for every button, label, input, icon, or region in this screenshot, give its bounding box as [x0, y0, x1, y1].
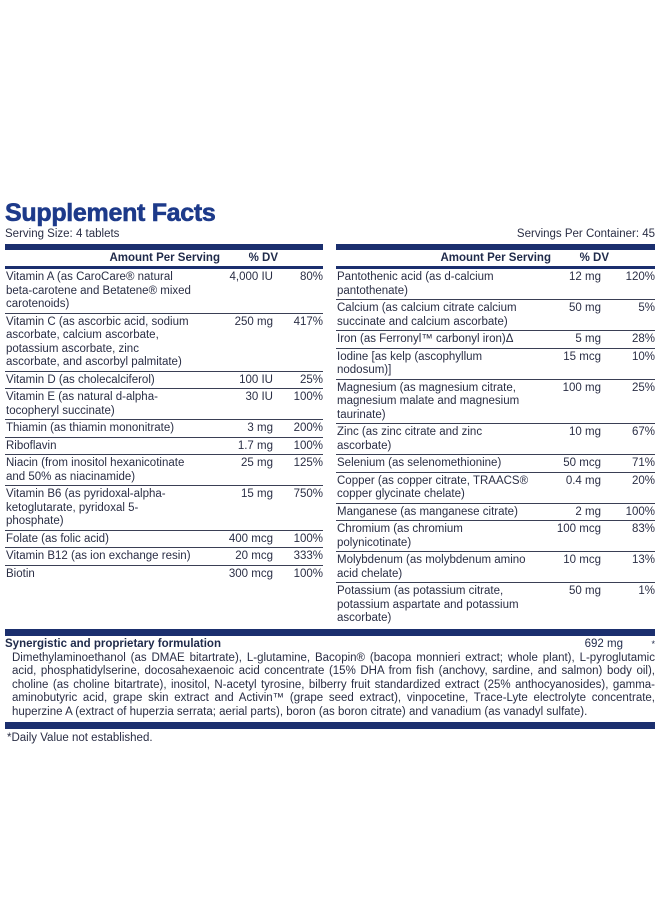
nutrient-amount: 100 mg — [562, 381, 601, 394]
amount-header: Amount Per Serving — [109, 252, 220, 264]
divider-bar — [5, 722, 655, 729]
nutrient-dv: 200% — [293, 422, 323, 434]
nutrient-dv: 125% — [293, 457, 323, 469]
nutrient-dv: 71% — [631, 457, 655, 469]
nutrient-amount: 400 mcg — [228, 532, 273, 545]
nutrient-amount: 15 mg — [241, 488, 273, 500]
nutrient-amount: 50 mg — [569, 302, 601, 314]
nutrient-dv: 100% — [625, 505, 655, 518]
dv-header: % DV — [579, 252, 609, 264]
nutrient-amount: 10 mcg — [563, 554, 601, 566]
nutrient-dv: 100% — [293, 532, 323, 545]
nutrient-name: Riboflavin — [6, 439, 57, 452]
nutrient-dv: 25% — [299, 373, 323, 386]
nutrient-row — [336, 380, 655, 425]
serving-info — [5, 227, 655, 241]
nutrient-dv: 20% — [631, 474, 655, 487]
nutrient-dv: 5% — [638, 302, 655, 314]
nutrient-amount: 30 IU — [245, 391, 273, 403]
nutrient-row — [5, 438, 323, 456]
nutrient-amount: 50 mcg — [563, 457, 601, 469]
nutrient-amount: 10 mg — [569, 426, 601, 438]
nutrient-name: Iodine [as kelp (ascophyllum nodosum)] — [337, 350, 483, 376]
nutrient-name: Calcium (as calcium citrate calcium succinate and calcium ascorbate) — [337, 302, 517, 328]
nutrient-dv: 120% — [625, 271, 655, 283]
nutrient-row — [336, 583, 655, 627]
right-table-body — [336, 269, 655, 627]
nutrient-name: Folate (as folic acid) — [6, 532, 109, 545]
nutrient-row — [336, 504, 655, 522]
nutrient-name: Niacin (from inositol hexanicotinate and 50% as niacinamide) — [6, 457, 185, 483]
nutrient-amount: 100 IU — [239, 373, 273, 386]
nutrient-name: Manganese (as manganese citrate) — [337, 505, 518, 518]
nutrient-amount: 1.7 mg — [237, 439, 273, 452]
nutrient-dv: 28% — [631, 333, 655, 345]
nutrient-amount: 3 mg — [247, 422, 273, 434]
nutrient-row — [5, 314, 323, 372]
nutrient-name: Selenium (as selenomethionine) — [337, 457, 502, 469]
amount-header: Amount Per Serving — [440, 252, 551, 264]
proprietary-dv: * — [651, 638, 655, 649]
nutrient-dv: 13% — [631, 554, 655, 566]
nutrient-name: Vitamin A (as CaroCare® natural beta-carotene and Betatene® mixed carotenoids) — [6, 271, 191, 310]
nutrient-amount: 5 mg — [575, 333, 601, 345]
nutrient-dv: 83% — [631, 523, 655, 535]
nutrient-row — [5, 389, 323, 420]
servings-per-container: Servings Per Container: 45 — [516, 228, 655, 240]
nutrient-dv: 100% — [293, 567, 323, 580]
nutrient-row — [336, 552, 655, 583]
nutrient-name: Vitamin B12 (as ion exchange resin) — [6, 550, 191, 562]
nutrient-amount: 0.4 mg — [565, 474, 601, 487]
divider-bar — [5, 629, 655, 636]
panel-title: Supplement Facts — [5, 199, 216, 227]
nutrient-row — [5, 420, 323, 438]
nutrient-name: Chromium (as chromium polynicotinate) — [337, 523, 463, 549]
proprietary-name: Synergistic and proprietary formulation — [5, 637, 221, 650]
nutrient-amount: 300 mcg — [228, 567, 273, 580]
nutrient-dv: 1% — [638, 585, 655, 597]
nutrient-amount: 250 mg — [234, 315, 273, 328]
nutrient-dv: 333% — [293, 550, 323, 562]
nutrient-dv: 417% — [293, 315, 323, 328]
dv-header: % DV — [248, 252, 278, 264]
nutrient-name: Potassium (as potassium citrate, potassium aspartate and potassium ascorbate) — [337, 585, 519, 624]
nutrient-dv: 750% — [293, 488, 323, 500]
nutrient-name: Thiamin (as thiamin mononitrate) — [6, 422, 175, 434]
nutrient-dv: 80% — [299, 271, 323, 283]
nutrient-name: Vitamin C (as ascorbic acid, sodium ascorbate, calcium ascorbate, potassium ascorbate, zinc ascorbate, and ascorbyl palmitate) — [6, 315, 189, 368]
nutrient-name: Zinc (as zinc citrate and zinc ascorbate) — [337, 426, 483, 452]
nutrient-amount: 4,000 IU — [229, 271, 273, 283]
table-header — [336, 250, 655, 266]
nutrient-row — [336, 521, 655, 552]
nutrient-amount: 50 mg — [569, 585, 601, 597]
table-header — [5, 250, 323, 266]
nutrient-row — [5, 269, 323, 314]
nutrient-name: Iron (as Ferronyl™ carbonyl iron)Δ — [337, 333, 514, 345]
left-nutrient-table — [5, 244, 323, 627]
nutrient-amount: 25 mg — [241, 457, 273, 469]
nutrient-row — [336, 269, 655, 300]
nutrient-name: Biotin — [6, 567, 35, 580]
supplement-facts-panel — [5, 200, 655, 744]
nutrient-dv: 67% — [631, 426, 655, 438]
nutrient-amount: 12 mg — [569, 271, 601, 283]
nutrient-dv: 25% — [631, 381, 655, 394]
nutrient-amount: 15 mcg — [563, 350, 601, 363]
nutrient-row — [336, 300, 655, 331]
nutrient-dv: 10% — [631, 350, 655, 363]
nutrient-row — [336, 424, 655, 455]
nutrient-amount: 100 mcg — [556, 523, 601, 535]
proprietary-blend-row — [5, 636, 655, 652]
nutrient-amount: 2 mg — [575, 505, 601, 518]
left-table-body — [5, 269, 323, 582]
nutrient-row — [5, 548, 323, 566]
proprietary-ingredients: Dimethylaminoethanol (as DMAE bitartrate), L-glutamine, Bacopin® (bacopa monnieri extract; whole plant), L-pyroglutamic acid, phosphatidylserine, docosahexaenoic acid concentrate (15% DHA from fish (anchovy, sardine, and salmon) body oil), choline (as choline bitartrate), inositol, N-acetyl tyrosine, bilberry fruit standardized extract (25% anthocyanosides), gamma-aminobutyric acid, grape skin extract and Activin™ (grape seed extract), vinpocetine, Trace-Lyte electrolyte concentrate, huperzine A (extract of huperzia serrata; aerial parts), boron (as boron citrate) and vanadium (as vanadyl sulfate). — [12, 651, 655, 718]
nutrient-name: Vitamin E (as natural d-alpha-tocopheryl succinate) — [6, 391, 158, 417]
nutrient-row — [5, 372, 323, 390]
nutrient-row — [5, 455, 323, 486]
footnote: *Daily Value not established. — [7, 732, 153, 744]
nutrient-row — [5, 486, 323, 531]
nutrient-columns — [5, 244, 655, 627]
serving-size: Serving Size: 4 tablets — [5, 228, 120, 240]
right-nutrient-table — [336, 244, 655, 627]
nutrient-row — [336, 331, 655, 349]
proprietary-amount: 692 mg — [584, 637, 623, 650]
nutrient-dv: 100% — [293, 439, 323, 452]
nutrient-name: Magnesium (as magnesium citrate, magnesium malate and magnesium taurinate) — [337, 381, 520, 421]
nutrient-name: Pantothenic acid (as d-calcium pantothenate) — [337, 271, 494, 297]
nutrient-row — [5, 566, 323, 583]
nutrient-name: Vitamin D (as cholecalciferol) — [6, 373, 155, 386]
nutrient-row — [336, 349, 655, 380]
nutrient-row — [336, 455, 655, 473]
nutrient-name: Vitamin B6 (as pyridoxal-alpha-ketoglutarate, pyridoxal 5-phosphate) — [6, 488, 166, 527]
nutrient-row — [5, 531, 323, 549]
nutrient-row — [336, 473, 655, 504]
nutrient-amount: 20 mcg — [235, 550, 273, 562]
nutrient-dv: 100% — [293, 391, 323, 403]
nutrient-name: Molybdenum (as molybdenum amino acid chelate) — [337, 554, 526, 580]
nutrient-name: Copper (as copper citrate, TRAACS® copper glycinate chelate) — [337, 474, 529, 500]
